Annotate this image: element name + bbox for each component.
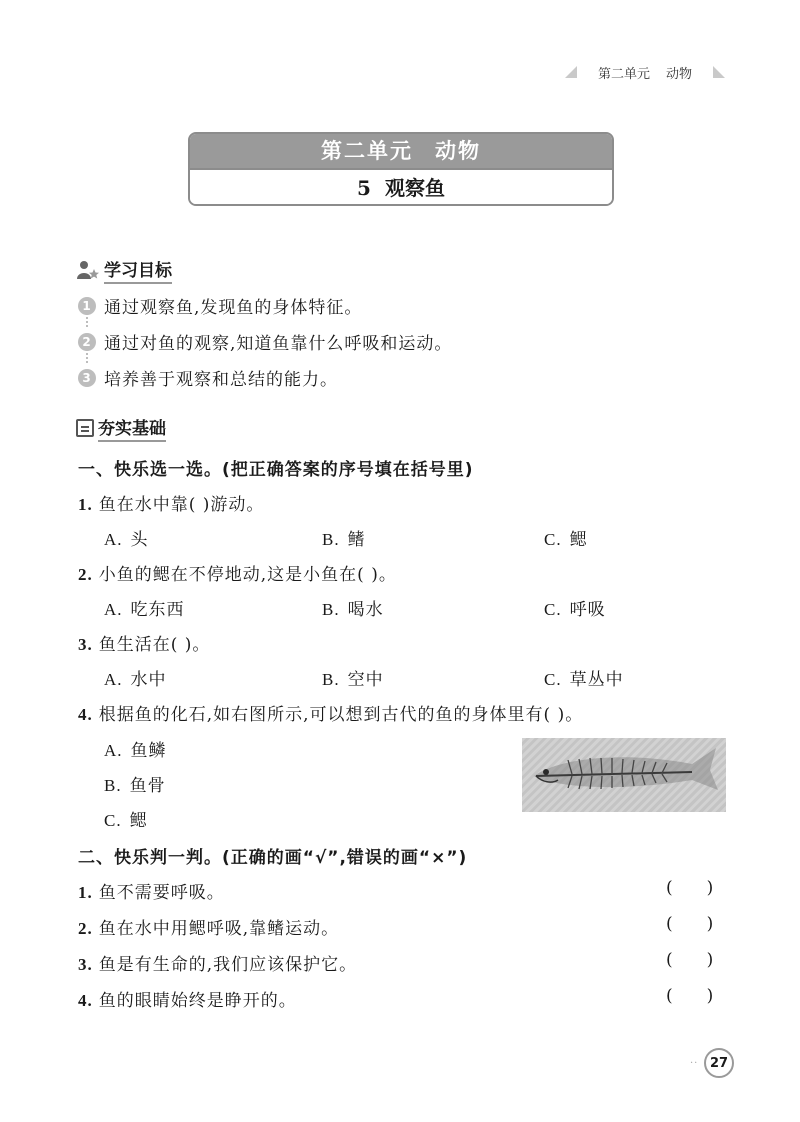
option: A. 鱼鳞 — [104, 741, 167, 761]
answer-parentheses[interactable]: ( ) — [666, 878, 714, 898]
person-star-icon — [76, 260, 100, 280]
lesson-title-box — [188, 132, 614, 206]
unit-title: 第二单元 动物 — [190, 134, 612, 168]
answer-parentheses[interactable]: ( ) — [666, 986, 714, 1006]
decorative-dots: ·· — [690, 1058, 699, 1069]
goal-connector — [86, 349, 90, 363]
goal-text: 通过观察鱼,发现鱼的身体特征。 — [104, 298, 363, 318]
question: 1. 鱼在水中靠( )游动。 — [78, 495, 265, 515]
answer-parentheses[interactable]: ( ) — [666, 950, 714, 970]
goal-item — [78, 293, 362, 318]
goal-text: 培养善于观察和总结的能力。 — [104, 370, 338, 390]
triangle-left-icon — [565, 66, 577, 78]
goal-item — [78, 365, 338, 390]
part2-heading: 二、快乐判一判。(正确的画“√”,错误的画“×”) — [78, 848, 468, 868]
goal-connector — [86, 313, 90, 327]
option: A. 吃东西 — [104, 600, 185, 620]
header-topic: 动物 — [666, 66, 693, 82]
fish-fossil-icon — [522, 738, 726, 812]
goal-item — [78, 329, 452, 354]
question: 3. 鱼生活在( )。 — [78, 635, 211, 655]
option: B. 空中 — [322, 670, 384, 690]
fish-fossil-image — [522, 738, 726, 812]
question: 3. 鱼是有生命的,我们应该保护它。 — [78, 955, 358, 975]
option: C. 鳃 — [544, 530, 588, 550]
question: 2. 鱼在水中用鳃呼吸,靠鳍运动。 — [78, 919, 340, 939]
goal-number: 1 — [78, 297, 96, 315]
book-icon — [76, 419, 94, 437]
answer-parentheses[interactable]: ( ) — [666, 914, 714, 934]
goal-number: 2 — [78, 333, 96, 351]
lesson-number: 5 — [357, 176, 371, 200]
goals-section-heading: 学习目标 — [76, 256, 172, 284]
option: B. 喝水 — [322, 600, 384, 620]
goal-number: 3 — [78, 369, 96, 387]
option: A. 水中 — [104, 670, 167, 690]
option: A. 头 — [104, 530, 149, 550]
question: 2. 小鱼的鳃在不停地动,这是小鱼在( )。 — [78, 565, 397, 585]
option: C. 草丛中 — [544, 670, 624, 690]
lesson-name: 观察鱼 — [384, 176, 445, 200]
header-unit: 第二单元 — [597, 66, 650, 82]
option: C. 呼吸 — [544, 600, 606, 620]
option: B. 鱼骨 — [104, 776, 166, 796]
triangle-right-icon — [713, 66, 725, 78]
running-header — [565, 62, 725, 82]
part1-heading: 一、快乐选一选。(把正确答案的序号填在括号里) — [78, 460, 474, 480]
question: 4. 鱼的眼睛始终是睁开的。 — [78, 991, 297, 1011]
option: B. 鳍 — [322, 530, 366, 550]
page-number: 27 — [704, 1048, 734, 1078]
lesson-title — [190, 168, 612, 206]
question: 1. 鱼不需要呼吸。 — [78, 883, 225, 903]
goal-text: 通过对鱼的观察,知道鱼靠什么呼吸和运动。 — [104, 334, 453, 354]
option: C. 鳃 — [104, 811, 148, 831]
basics-section-heading: 夯实基础 — [76, 414, 166, 442]
question: 4. 根据鱼的化石,如右图所示,可以想到古代的鱼的身体里有( )。 — [78, 705, 584, 725]
